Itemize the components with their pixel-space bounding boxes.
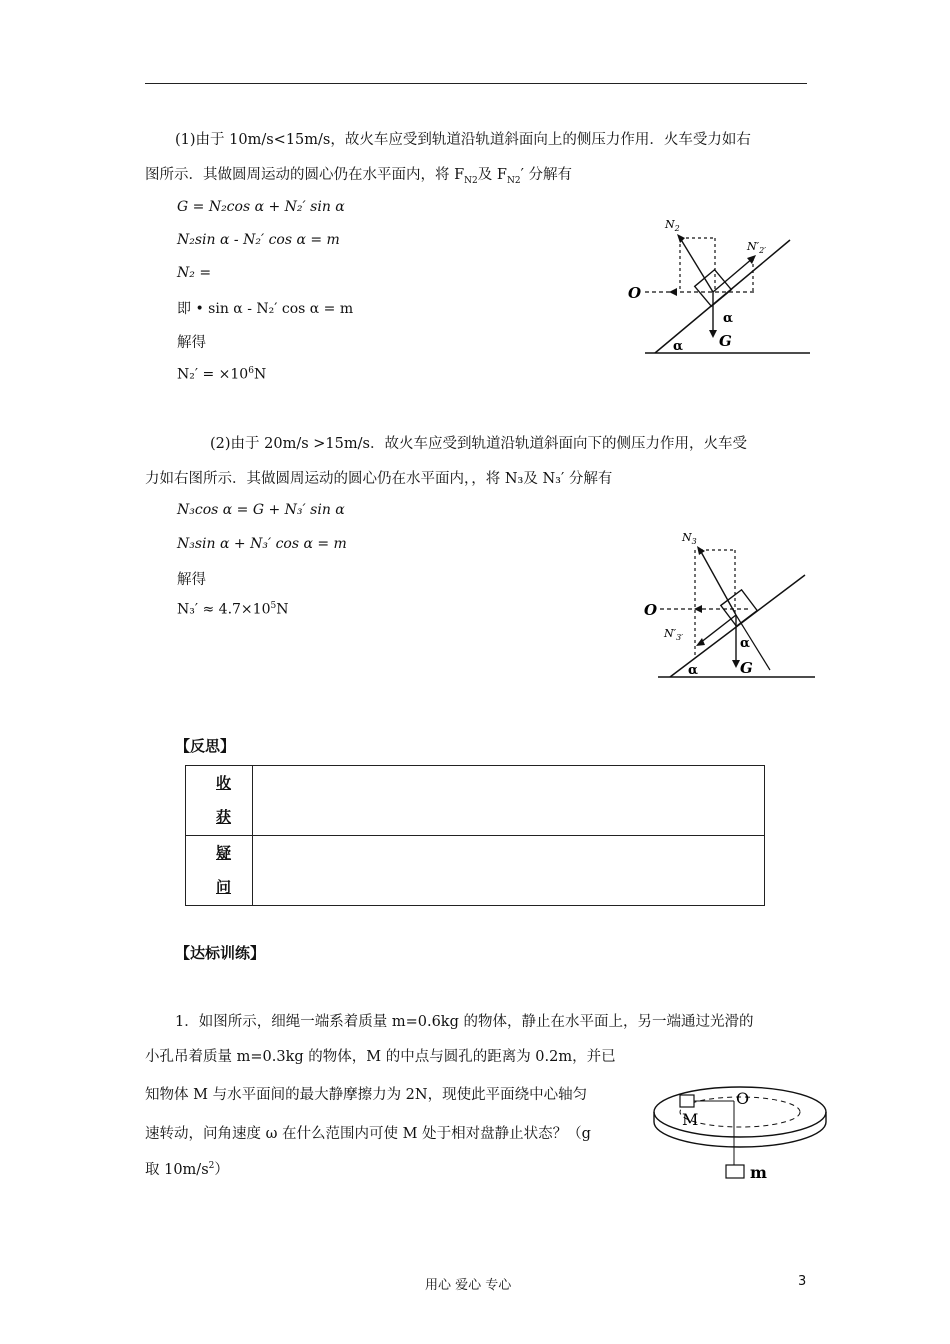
section1-intro-line2: 图所示．其做圆周运动的圆心仍在水平面内，将 $F_{N2}$及 $F_{N2}'$ 分解有: [145, 167, 572, 186]
n3-arrow: [700, 550, 736, 615]
n2-label: $N_2$: [665, 218, 680, 233]
section1-eq4: 即 • sin α - N₂′ cos α = m: [177, 301, 354, 317]
block-small-m: [726, 1165, 744, 1178]
n3p-arrow: [700, 615, 736, 643]
block-big-m: [680, 1095, 694, 1107]
n3-label: $N_3$: [682, 531, 697, 546]
disk-diagram: [650, 1070, 830, 1190]
page-number: 3: [798, 1274, 807, 1289]
section1-eq3: N₂ =: [177, 265, 212, 281]
gains-field[interactable]: [253, 766, 765, 836]
small-m-label: m: [750, 1163, 767, 1182]
n3p-arrowhead: [696, 638, 705, 646]
section2-eq2: N₃sin α + N₃′ cos α = m: [177, 536, 347, 552]
q1-line4: 速转动，问角速度 ω 在什么范围内可使 M 处于相对盘静止状态？（g: [145, 1126, 591, 1142]
o-arrowhead: [669, 288, 677, 296]
section1-intro-line1: (1)由于 10m/s<15m/s，故火车应受到轨道沿轨道斜面向上的侧压力作用．火车受力如右: [175, 132, 751, 148]
questions-field[interactable]: [253, 836, 765, 906]
g-label: G: [740, 659, 753, 677]
section1-result: $N_2' = \times 10^6N$: [177, 366, 267, 383]
section1-solve-label: 解得: [177, 335, 206, 351]
alpha-label: α: [740, 636, 751, 651]
gravity-arrowhead: [709, 330, 717, 338]
q1-line5: 取 $10m/s^2$）: [145, 1161, 229, 1178]
reflection-row-gains: [186, 766, 765, 836]
big-m-label: M: [682, 1110, 699, 1129]
reflection-row-questions: [186, 836, 765, 906]
o-label: O: [736, 1089, 750, 1108]
alpha-label: α: [723, 311, 734, 326]
q1-line2: 小孔吊着质量 m=0.3kg 的物体，M 的中点与圆孔的距离为 0.2m，并已: [145, 1049, 616, 1065]
gravity-arrowhead: [732, 660, 740, 668]
o-label: O: [644, 601, 658, 619]
alpha-base-label: α: [688, 663, 699, 678]
reflection-table: [185, 765, 765, 906]
alpha-base-label: α: [673, 339, 684, 354]
header-rule: [145, 83, 807, 84]
section1-eq1: G = N₂cos α + N₂′ sin α: [177, 199, 345, 215]
q1-line1: 1．如图所示，细绳一端系着质量 m=0.6kg 的物体，静止在水平面上，另一端通过光滑的: [175, 1014, 754, 1030]
section2-intro-line1: (2)由于 20m/s >15m/s．故火车应受到轨道沿轨道斜面向下的侧压力作用，火车受: [210, 436, 747, 452]
n2-arrow: [680, 238, 713, 292]
n3p-label: $N'_{3'}$: [664, 627, 684, 642]
section2-intro-line2: 力如右图所示．其做圆周运动的圆心仍在水平面内，，将 N₃及 N₃′ 分解有: [145, 471, 613, 487]
g-label: G: [719, 332, 732, 350]
section2-solve-label: 解得: [177, 572, 206, 588]
gains-label: 收 获: [186, 766, 253, 836]
questions-label: 疑 问: [186, 836, 253, 906]
section2-result: $N_3' \approx 4.7\times 10^5N$: [177, 601, 289, 618]
section1-eq2: N₂sin α - N₂′ cos α = m: [177, 232, 340, 248]
q1-line3: 知物体 M 与水平面间的最大静摩擦力为 2N，现使此平面绕中心轴匀: [145, 1087, 588, 1103]
force-diagram-1: [625, 210, 815, 360]
n2p-label: $N'_{2'}$: [747, 240, 767, 255]
reflection-heading: 【反思】: [175, 737, 236, 755]
o-label: O: [628, 284, 642, 302]
footer-center: 用心 爱心 专心: [425, 1278, 512, 1293]
force-diagram-2: [640, 525, 820, 685]
section2-eq1: N₃cos α = G + N₃′ sin α: [177, 502, 345, 518]
practice-heading: 【达标训练】: [175, 944, 266, 962]
